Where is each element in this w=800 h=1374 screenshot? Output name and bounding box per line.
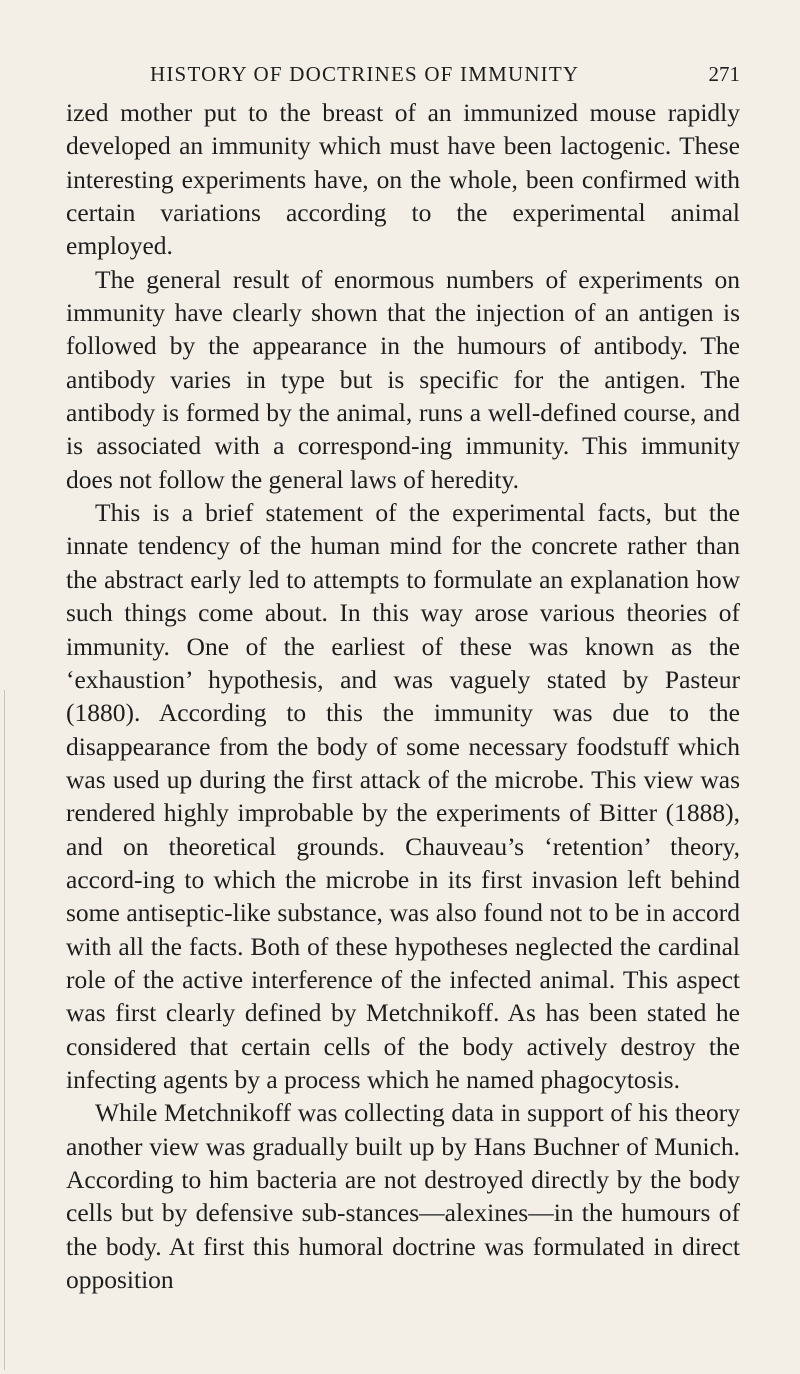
paragraph-humoral-doctrine: While Metchnikoff was collecting data in support of his theory another view was gradually built up by Hans Buchner of Munich. According to him bacteria are not destroyed directly by the body cells but by defensive sub-stances—alexines—in the humours of the body. At first this humoral doctrine was formulated in direct opposition [66,1098,740,1295]
paragraph-theories: This is a brief statement of the experimental facts, but the innate tendency of the human mind for the concrete rather than the abstract early led to attempts to formulate an explanation how such things come about. In this way arose various theories of immunity. One of the earliest of these was known as the ‘exhaustion’ hypothesis, and was vaguely stated by Pasteur (1880). According to this the immunity was due to the disappearance from the body of some necessary foodstuff which was used up during the first attack of the microbe. This view was rendered highly improbable by the experiments of Bitter (1888), and on theoretical grounds. Chauveau’s ‘retention’ theory, accord-ing to which the microbe in its first invasion left behind some antiseptic-like substance, was also found not to be in accord with all the facts. Both of these hypotheses neglected the cardinal role of the active interference of the infected animal. This aspect was first clearly defined by Metchnikoff. As has been stated he considered that certain cells of the body actively destroy the infecting agents by a process which he named phagocytosis. [66,498,740,1094]
running-head: HISTORY OF DOCTRINES OF IMMUNITY [150,62,580,86]
binding-edge-shadow [4,690,5,1370]
paragraph-continuation: ized mother put to the breast of an immunized mouse rapidly developed an immunity which must have been lactogenic. These interesting experiments have, on the whole, been confirmed with certain variations according to the experimental animal employed. [66,98,740,261]
body-text [66,96,740,1296]
page-header [150,62,740,96]
paragraph-general-result: The general result of enormous numbers of experiments on immunity have clearly shown that the injection of an antigen is followed by the appearance in the humours of antibody. The antibody varies in type but is specific for the antigen. The antibody is formed by the animal, runs a well-defined course, and is associated with a correspond-ing immunity. This immunity does not follow the general laws of heredity. [66,264,740,494]
page-number: 271 [708,62,740,86]
